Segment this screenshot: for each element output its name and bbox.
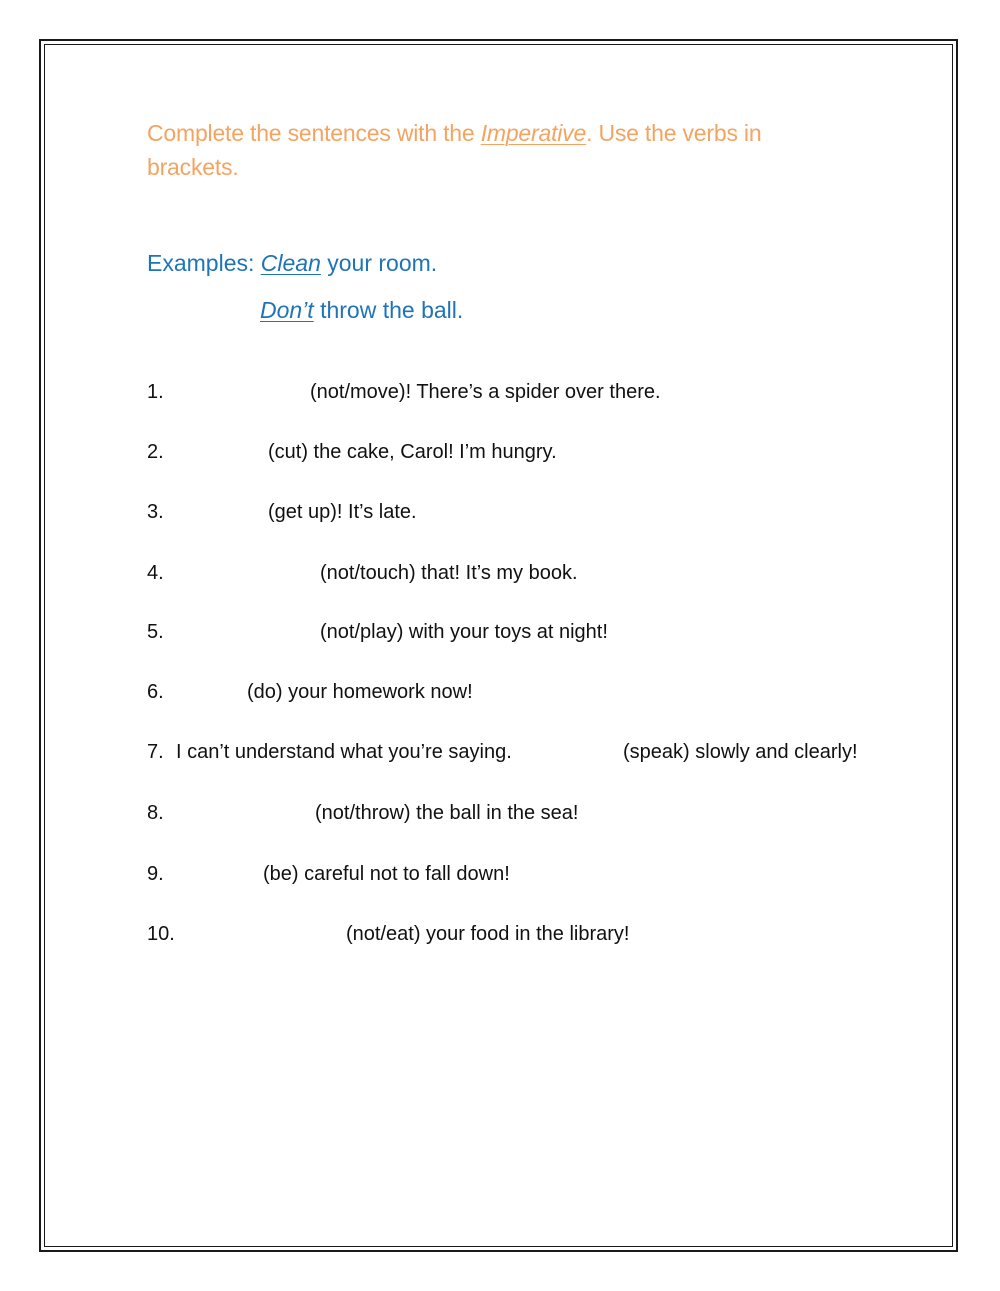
item-text: (not/throw) the ball in the sea!: [315, 802, 579, 824]
item-number: 3.: [147, 501, 164, 523]
item-text: (not/play) with your toys at night!: [320, 621, 608, 643]
item-number: 8.: [147, 802, 164, 824]
item-text: (not/move)! There’s a spider over there.: [310, 381, 661, 403]
item-number: 6.: [147, 681, 164, 703]
instructions-text-after: . Use the verbs in brackets.: [147, 120, 762, 180]
item-text: (cut) the cake, Carol! I’m hungry.: [268, 441, 557, 463]
example-1-rest: your room.: [320, 250, 438, 276]
item-number: 7.: [147, 741, 164, 763]
item-number: 5.: [147, 621, 164, 643]
item-number: 1.: [147, 381, 164, 403]
item-text: (not/eat) your food in the library!: [346, 923, 630, 945]
instructions-keyword: Imperative: [480, 120, 587, 146]
item-number: 9.: [147, 863, 164, 885]
example-2-keyword: Don’t: [260, 297, 314, 323]
example-1: [147, 248, 437, 278]
example-2-rest: throw the ball.: [313, 297, 464, 323]
item-text: (do) your homework now!: [247, 681, 473, 703]
item-number: 2.: [147, 441, 164, 463]
item-text: (be) careful not to fall down!: [263, 863, 510, 885]
example-2: [260, 295, 463, 325]
example-1-keyword: Clean: [260, 250, 321, 276]
example-1-prefix: Examples:: [147, 250, 261, 276]
item-text: (get up)! It’s late.: [268, 501, 417, 523]
instructions: [147, 116, 827, 184]
item-text-continued: (speak) slowly and clearly!: [623, 741, 858, 763]
item-number: 4.: [147, 562, 164, 584]
item-number: 10.: [147, 923, 175, 945]
instructions-text-before: Complete the sentences with the: [147, 120, 481, 146]
item-text: I can’t understand what you’re saying.: [176, 741, 512, 763]
item-text: (not/touch) that! It’s my book.: [320, 562, 578, 584]
